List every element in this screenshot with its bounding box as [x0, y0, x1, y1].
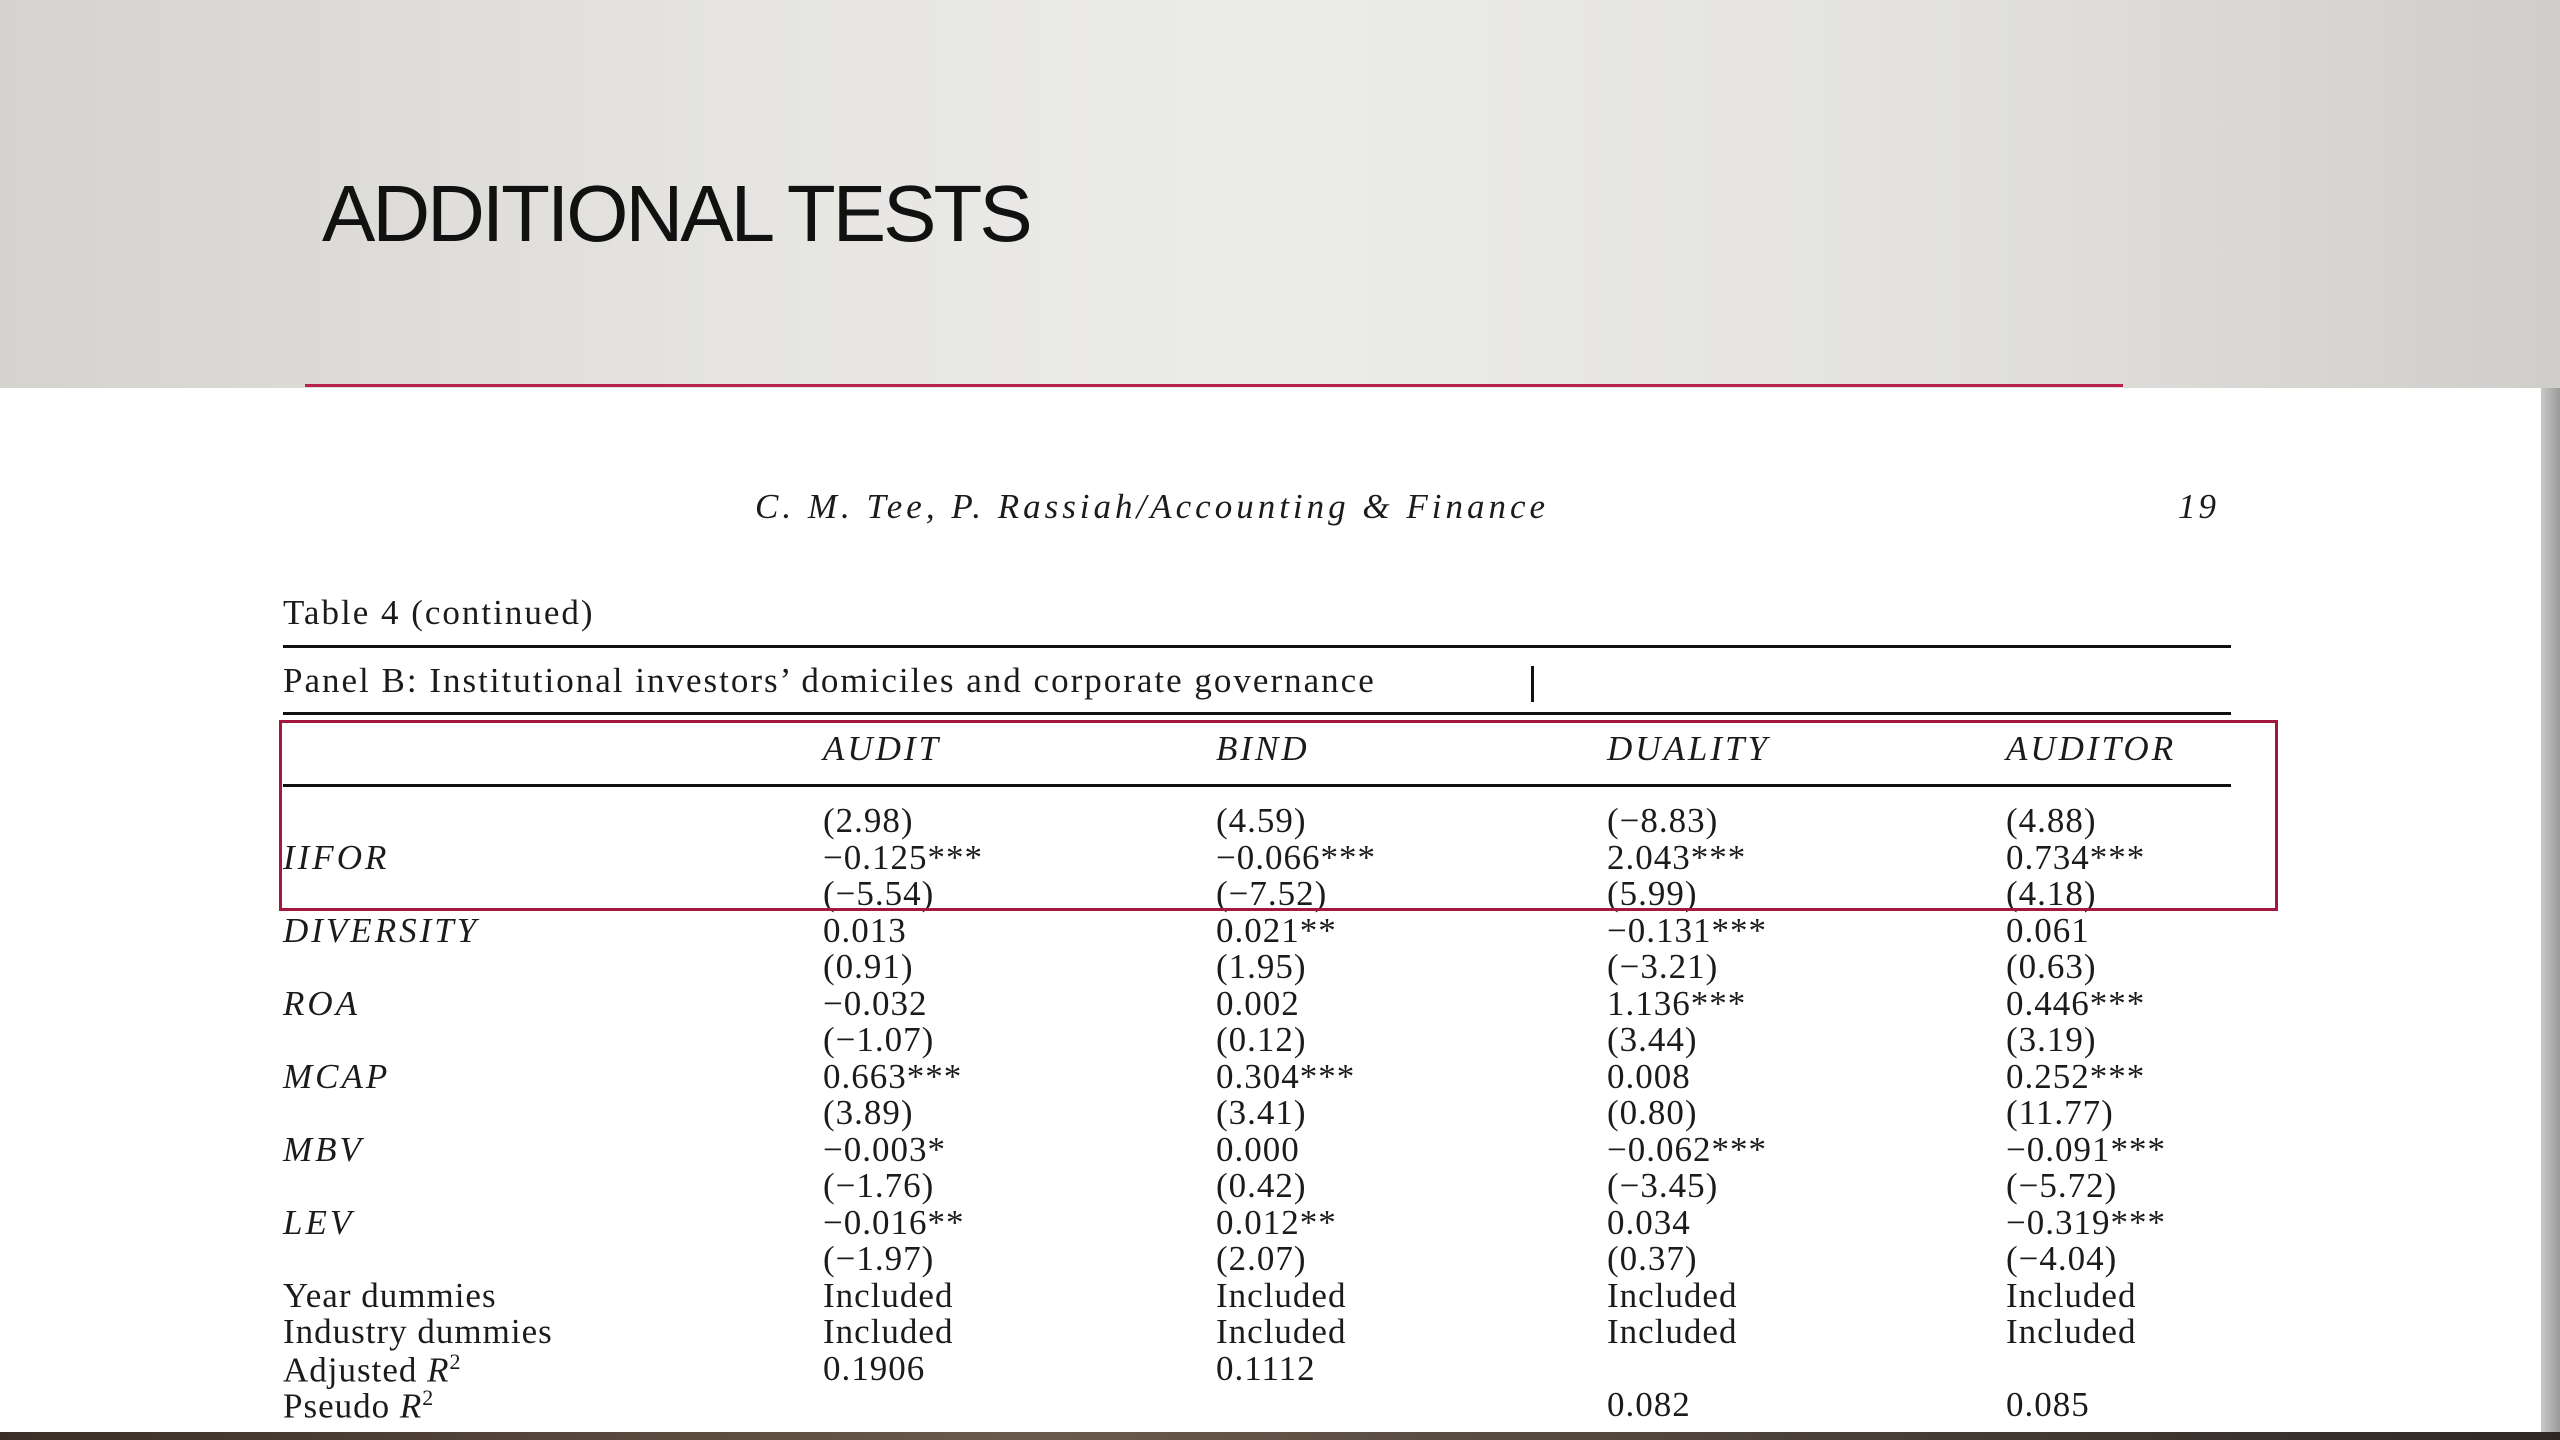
column-header: AUDITOR: [2006, 729, 2177, 768]
coef-cell: Included: [823, 1312, 954, 1351]
tstat-cell: (−8.83): [1607, 801, 1719, 840]
r-symbol: R: [427, 1350, 450, 1390]
panel-rule: [283, 712, 2231, 715]
tstat-cell: (−1.97): [823, 1239, 935, 1278]
row-label: MBV: [283, 1129, 364, 1169]
coef-cell: Included: [823, 1275, 954, 1315]
coef-cell: Included: [1216, 1312, 1347, 1351]
bottom-edge: [0, 1432, 2560, 1440]
row-label: Industry dummies: [283, 1312, 553, 1351]
coef-cell: 0.304***: [1216, 1056, 1356, 1096]
panel-title: Panel B: Institutional investors’ domiciles and corporate governance: [283, 661, 1376, 700]
coef-cell: 0.663***: [823, 1056, 963, 1096]
row-label: IIFOR: [283, 837, 390, 877]
tstat-cell: (2.98): [823, 801, 914, 840]
row-label: [283, 1349, 462, 1391]
tstat-cell: (3.19): [2006, 1020, 2097, 1059]
coef-cell: 0.446***: [2006, 983, 2146, 1023]
row-label-text: Pseudo: [283, 1386, 391, 1426]
tstat-cell: (4.88): [2006, 801, 2097, 840]
coef-cell: −0.062***: [1607, 1129, 1767, 1169]
coef-cell: −0.016**: [823, 1202, 965, 1242]
row-label: Year dummies: [283, 1275, 497, 1315]
coef-cell: −0.032: [823, 983, 928, 1023]
column-header: BIND: [1216, 729, 1310, 768]
row-label: MCAP: [283, 1056, 391, 1096]
tstat-cell: (2.07): [1216, 1239, 1307, 1278]
coef-cell: −0.066***: [1216, 837, 1376, 877]
coef-cell: 0.002: [1216, 983, 1300, 1023]
tstat-cell: (−5.54): [823, 874, 935, 913]
tstat-cell: (3.41): [1216, 1093, 1307, 1132]
coef-cell: −0.125***: [823, 837, 983, 877]
row-label: DIVERSITY: [283, 910, 480, 950]
superscript: 2: [422, 1385, 435, 1410]
coef-cell: 0.082: [1607, 1385, 1691, 1424]
tstat-cell: (4.18): [2006, 874, 2097, 913]
document-page: [0, 388, 2540, 1432]
coef-cell: 0.021**: [1216, 910, 1337, 950]
tstat-cell: (−1.07): [823, 1020, 935, 1059]
coef-cell: 0.034: [1607, 1202, 1691, 1242]
tstat-cell: (11.77): [2006, 1093, 2114, 1132]
tstat-cell: (0.91): [823, 947, 914, 986]
coef-cell: 0.1906: [823, 1348, 926, 1388]
coef-cell: Included: [1607, 1312, 1738, 1351]
coef-cell: −0.091***: [2006, 1129, 2166, 1169]
tstat-cell: (−5.72): [2006, 1166, 2118, 1205]
tstat-cell: (0.37): [1607, 1239, 1698, 1278]
row-label: [283, 1385, 434, 1427]
coef-cell: −0.319***: [2006, 1202, 2166, 1242]
column-header: DUALITY: [1607, 729, 1770, 768]
tstat-cell: (4.59): [1216, 801, 1307, 840]
tstat-cell: (0.42): [1216, 1166, 1307, 1205]
tstat-cell: (3.44): [1607, 1020, 1698, 1059]
tstat-cell: (1.95): [1216, 947, 1307, 986]
row-label-text: Adjusted: [283, 1350, 418, 1390]
coef-cell: Included: [1216, 1275, 1347, 1315]
coef-cell: 0.000: [1216, 1129, 1300, 1169]
tstat-cell: (0.63): [2006, 947, 2097, 986]
coef-cell: 0.252***: [2006, 1056, 2146, 1096]
superscript: 2: [449, 1348, 462, 1374]
running-head: C. M. Tee, P. Rassiah/Accounting & Finance: [755, 487, 1550, 526]
tstat-cell: (−7.52): [1216, 874, 1328, 913]
row-label: ROA: [283, 983, 361, 1023]
coef-cell: 0.008: [1607, 1056, 1691, 1096]
text-cursor: [1531, 666, 1534, 702]
coef-cell: 0.734***: [2006, 837, 2146, 877]
coef-cell: −0.131***: [1607, 910, 1767, 950]
coef-cell: 1.136***: [1607, 983, 1747, 1023]
table-top-rule: [283, 645, 2231, 648]
tstat-cell: (−4.04): [2006, 1239, 2118, 1278]
page-number: 19: [2178, 487, 2219, 526]
row-label: LEV: [283, 1202, 355, 1242]
r-symbol: R: [399, 1386, 423, 1426]
page-edge-shadow: [2541, 388, 2560, 1440]
slide-header: [0, 0, 2560, 388]
tstat-cell: (−3.45): [1607, 1166, 1719, 1205]
coef-cell: Included: [2006, 1312, 2137, 1351]
table-caption: Table 4 (continued): [283, 593, 595, 632]
tstat-cell: (−3.21): [1607, 947, 1719, 986]
coef-cell: 0.1112: [1216, 1348, 1316, 1388]
coef-cell: Included: [2006, 1275, 2137, 1315]
title-divider: [305, 384, 2123, 387]
coef-cell: 0.013: [823, 910, 907, 950]
tstat-cell: (3.89): [823, 1093, 914, 1132]
tstat-cell: (5.99): [1607, 874, 1698, 913]
coef-cell: −0.003*: [823, 1129, 946, 1169]
slide-title: ADDITIONAL TESTS: [322, 169, 1030, 258]
highlight-box: [279, 720, 2278, 911]
coef-cell: 0.012**: [1216, 1202, 1337, 1242]
coef-cell: 0.085: [2006, 1385, 2090, 1424]
tstat-cell: (0.12): [1216, 1020, 1307, 1059]
coef-cell: 2.043***: [1607, 837, 1747, 877]
tstat-cell: (0.80): [1607, 1093, 1698, 1132]
column-header: AUDIT: [823, 729, 942, 768]
coef-cell: 0.061: [2006, 910, 2090, 950]
coef-cell: Included: [1607, 1275, 1738, 1315]
tstat-cell: (−1.76): [823, 1166, 935, 1205]
